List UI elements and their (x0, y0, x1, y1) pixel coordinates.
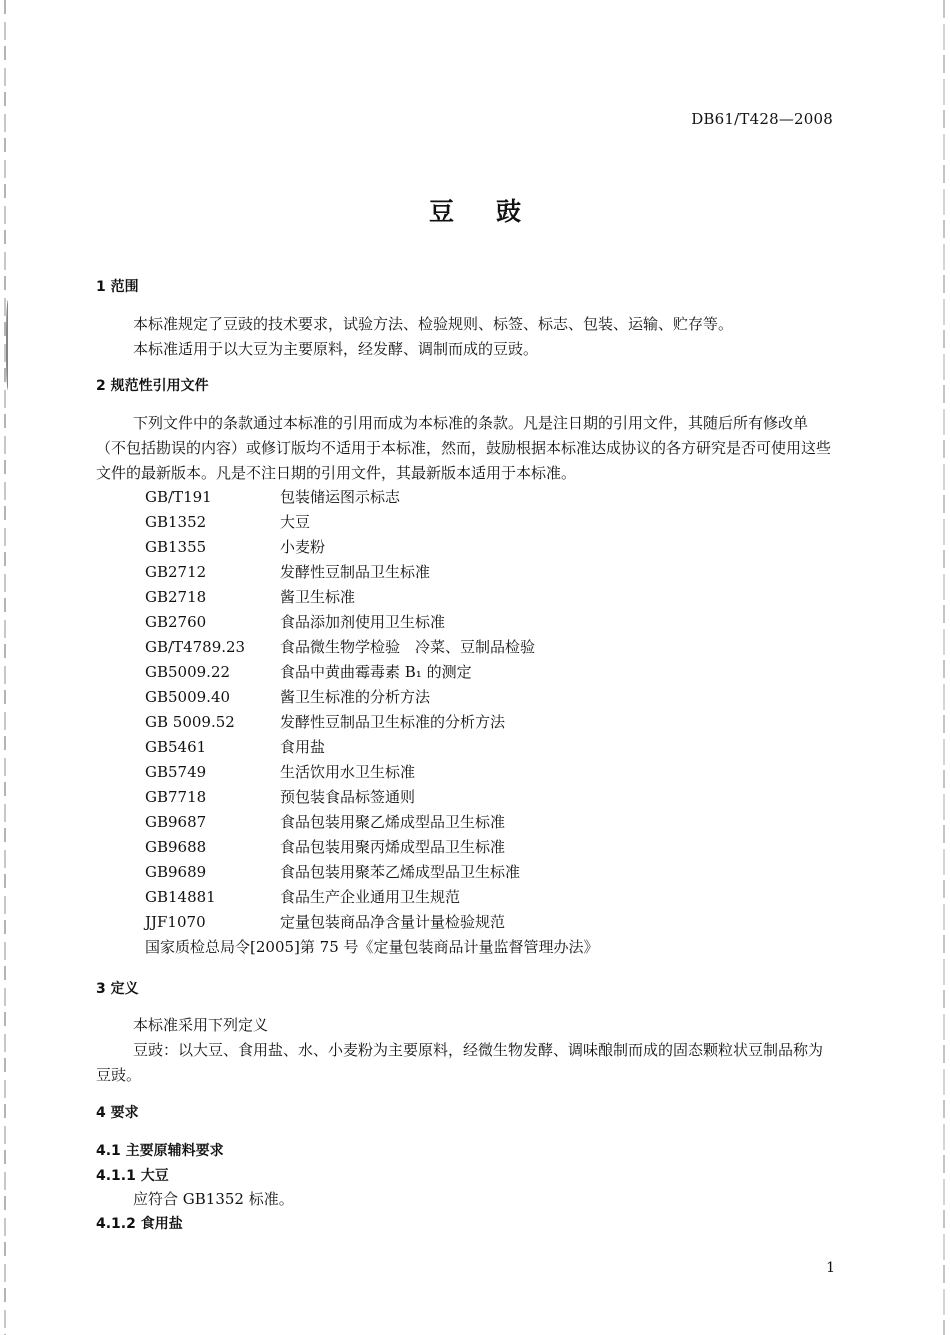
reference-item (145, 860, 599, 885)
title-char-1: 豆 (428, 197, 454, 226)
reference-item (145, 485, 599, 510)
reference-item (145, 835, 599, 860)
reference-name: 大豆 (280, 513, 311, 531)
section-4-heading: 4 要求 (96, 1105, 139, 1121)
reference-item (145, 585, 599, 610)
reference-code: GB5461 (145, 738, 207, 756)
scan-artifact-mark (6, 300, 11, 390)
reference-item (145, 635, 599, 660)
reference-item (145, 885, 599, 910)
reference-item (145, 735, 599, 760)
section-2-heading: 2 规范性引用文件 (96, 378, 209, 394)
reference-code: GB/T4789.23 (145, 638, 246, 656)
reference-code: GB5749 (145, 763, 207, 781)
section-2-intro: 下列文件中的条款通过本标准的引用而成为本标准的条款。凡是注日期的引用文件，其随后所有修改单（不包括勘误的内容）或修订版均不适用于本标准，然而，鼓励根据本标准达成协议的各方研究是否可使用这些文件的最新版本。凡是不注日期的引用文件，其最新版本适用于本标准。 (96, 414, 832, 482)
reference-name: 小麦粉 (280, 538, 326, 556)
title-char-2: 豉 (496, 197, 522, 226)
reference-name: 生活饮用水卫生标准 (280, 763, 416, 781)
reference-code: GB5009.22 (145, 663, 231, 681)
section-4-1-1-para: 应符合 GB1352 标准。 (133, 1190, 294, 1208)
reference-name: 发酵性豆制品卫生标准 (280, 563, 431, 581)
section-4-1-heading: 4.1 主要原辅料要求 (96, 1143, 224, 1159)
reference-code: GB14881 (145, 888, 216, 906)
reference-item (145, 510, 599, 535)
reference-code: GB5009.40 (145, 688, 231, 706)
reference-name: 食品添加剂使用卫生标准 (280, 613, 446, 631)
reference-code: GB2718 (145, 588, 207, 606)
reference-name: 食品生产企业通用卫生规范 (280, 888, 461, 906)
reference-code: GB 5009.52 (145, 713, 235, 731)
reference-item (145, 610, 599, 635)
reference-name: 发酵性豆制品卫生标准的分析方法 (280, 713, 506, 731)
reference-code: GB9689 (145, 863, 207, 881)
reference-item (145, 535, 599, 560)
reference-name: 食品中黄曲霉毒素 B₁ 的测定 (280, 663, 472, 681)
reference-code: GB2760 (145, 613, 207, 631)
reference-item (145, 560, 599, 585)
reference-name: 包装储运图示标志 (280, 488, 401, 506)
reference-code: GB/T191 (145, 488, 212, 506)
reference-name: 食品包装用聚丙烯成型品卫生标准 (280, 838, 506, 856)
reference-item (145, 785, 599, 810)
document-title (0, 192, 950, 228)
page-number: 1 (826, 1260, 835, 1276)
reference-list (145, 485, 599, 960)
reference-name: 食品包装用聚苯乙烯成型品卫生标准 (280, 863, 521, 881)
reference-code: GB1352 (145, 513, 207, 531)
reference-code: GB9687 (145, 813, 207, 831)
reference-item-regulation: 国家质检总局令[2005]第 75 号《定量包装商品计量监督管理办法》 (145, 938, 599, 956)
reference-name: 食品微生物学检验 冷菜、豆制品检验 (280, 638, 536, 656)
section-1-para-2: 本标准适用于以大豆为主要原料，经发酵、调制而成的豆豉。 (133, 340, 539, 358)
section-4-1-2-heading: 4.1.2 食用盐 (96, 1216, 183, 1232)
section-1-para-1: 本标准规定了豆豉的技术要求，试验方法、检验规则、标签、标志、包装、运输、贮存等。 (133, 315, 734, 333)
reference-name: 食品包装用聚乙烯成型品卫生标准 (280, 813, 506, 831)
reference-item (145, 710, 599, 735)
reference-code: GB1355 (145, 538, 207, 556)
reference-name: 酱卫生标准 (280, 588, 356, 606)
section-3-para-1: 本标准采用下列定义 (133, 1016, 269, 1034)
reference-name: 预包装食品标签通则 (280, 788, 416, 806)
section-3-definition: 豆豉：以大豆、食用盐、水、小麦粉为主要原料，经微生物发酵、调味酿制而成的固态颗粒状豆制品称为豆豉。 (96, 1041, 824, 1084)
reference-item (145, 685, 599, 710)
reference-code: JJF1070 (145, 913, 206, 931)
reference-item (145, 660, 599, 685)
reference-item (145, 760, 599, 785)
reference-code: GB9688 (145, 838, 207, 856)
reference-item (145, 910, 599, 935)
reference-name: 定量包装商品净含量计量检验规范 (280, 913, 506, 931)
section-4-1-1-heading: 4.1.1 大豆 (96, 1168, 169, 1184)
reference-code: GB2712 (145, 563, 207, 581)
reference-name: 食用盐 (280, 738, 326, 756)
reference-item (145, 810, 599, 835)
reference-code: GB7718 (145, 788, 207, 806)
standard-code: DB61/T428—2008 (691, 110, 833, 128)
section-3-heading: 3 定义 (96, 981, 139, 997)
reference-name: 酱卫生标准的分析方法 (280, 688, 431, 706)
section-1-heading: 1 范围 (96, 279, 139, 295)
